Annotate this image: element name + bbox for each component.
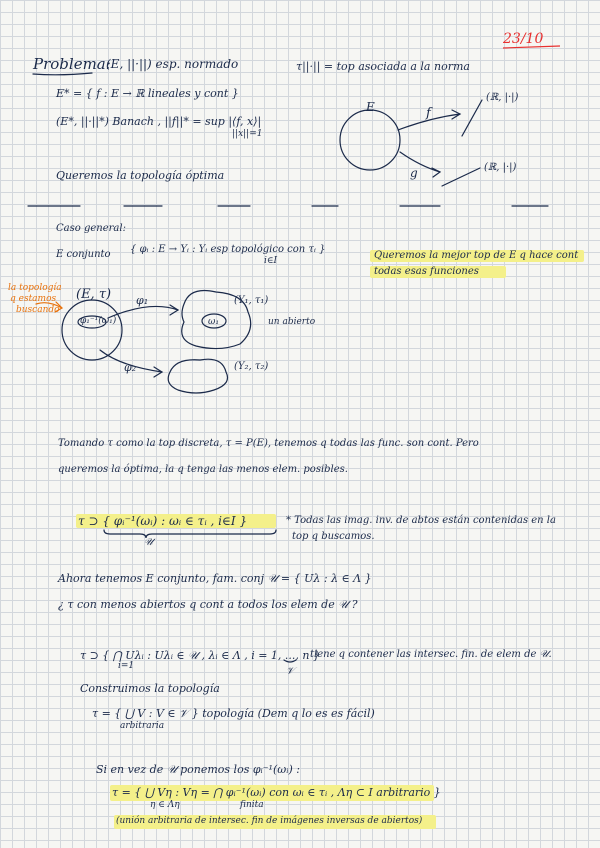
U-brace xyxy=(104,530,276,538)
preimage-label: φ₁⁻¹(ω₁) xyxy=(80,316,117,326)
intersection-subscript: i=1 xyxy=(118,661,135,671)
orange-arrow xyxy=(36,302,62,312)
intersections-formula: τ ⊃ { ⋂ Uλᵢ : Uλᵢ ∈ 𝒰 , λᵢ ∈ Λ , i = 1, ..., n } xyxy=(80,649,320,662)
optimal-topology-text: Queremos la topología óptima xyxy=(56,169,225,182)
sup-subscript: ||x||=1 xyxy=(232,129,263,139)
eta-subscript: η ∈ Λη xyxy=(150,800,180,810)
real-line-1-stroke xyxy=(462,100,482,136)
si-en-vez: Si en vez de 𝒰 ponemos los φᵢ⁻¹(ωᵢ) : xyxy=(96,763,300,776)
problem-underline xyxy=(33,73,92,75)
Y2-label: (Y₂, τ₂) xyxy=(234,361,269,372)
orange-note-line-1: la topología xyxy=(8,283,62,293)
Y2-blob xyxy=(168,359,227,393)
normed-space: (E, ||·||) esp. normado xyxy=(106,57,239,71)
phi2-label: φ₂ xyxy=(124,361,137,374)
union-note: (unión arbitraria de intersec. fin de imágenes inversas de abiertos) xyxy=(116,816,423,826)
g-map-label: g xyxy=(410,166,418,180)
construimos-topologia: Construimos la topología xyxy=(80,682,220,695)
date: 23/10 xyxy=(503,31,544,47)
best-topology-text-2: todas esas funciones xyxy=(374,266,479,277)
tau-union-formula: τ = { ⋃ V : V ∈ 𝒱 } topología (Dem q lo es es fácil) xyxy=(92,707,375,720)
omega1-blob xyxy=(202,314,226,328)
discrete-topology-line-1: Tomando τ como la top discreta, τ = P(E), tenemos q todas las func. son cont. Pero xyxy=(58,438,479,449)
star-note-1: * Todas las imag. inv. de abtos están contenidas en la xyxy=(286,515,556,526)
orange-note-line-3: buscando xyxy=(16,305,60,315)
arbitraria-subscript: arbitraria xyxy=(120,721,165,731)
real-line-1: (ℝ, |·|) xyxy=(486,92,519,103)
general-case-heading: Caso general: xyxy=(56,223,126,234)
E-tau-circle xyxy=(62,300,122,360)
ahora-tenemos: Ahora tenemos E conjunto, fam. conj 𝒰 = { Uλ : λ ∈ Λ } xyxy=(58,572,372,585)
omega1-label: ω₁ xyxy=(208,317,219,327)
Y1-label: (Y₁, τ₁) xyxy=(234,295,269,306)
real-line-2-stroke xyxy=(442,168,480,186)
finita-subscript: finita xyxy=(240,800,264,810)
U-label: 𝒰 xyxy=(144,537,153,548)
tau-final-formula: τ = { ⋃ Vη : Vη = ⋂ φᵢ⁻¹(ωᵢ) con ωᵢ ∈ τᵢ , Λη ⊂ I arbitrario } xyxy=(112,786,441,799)
orange-note-line-2: q estamos xyxy=(10,294,57,304)
dual-banach-norm: (E*, ||·||*) Banach , ||f||* = sup |⟨f, x⟩| xyxy=(56,115,262,128)
tiene-contener: tiene q contener las intersec. fin. de elem de 𝒰. xyxy=(310,649,552,660)
discrete-topology-line-2: queremos la óptima, la q tenga las menos elem. posibles. xyxy=(58,464,348,475)
E-tau-label: (E, τ) xyxy=(76,287,112,302)
tau-supset-preimages: τ ⊃ { φᵢ⁻¹(ωᵢ) : ωᵢ ∈ τᵢ , i∈I } xyxy=(78,514,248,528)
date-underline xyxy=(503,46,560,48)
f-arrow xyxy=(398,114,460,130)
real-line-2: (ℝ, |·|) xyxy=(484,162,517,173)
dual-space-definition: E* = { f : E → ℝ lineales y cont } xyxy=(56,87,239,100)
preimage-blob xyxy=(78,316,106,328)
question-line: ¿ τ con menos abiertos q cont a todos los elem de 𝒰 ? xyxy=(58,598,358,611)
tau-norm-definition: τ||·|| = top asociada a la norma xyxy=(296,60,470,73)
phi1-label: φ₁ xyxy=(136,294,149,307)
V-brace xyxy=(284,660,296,662)
space-E-label: E xyxy=(366,100,375,114)
function-family: { φᵢ : E → Yᵢ : Yᵢ esp topológico con τᵢ } xyxy=(130,244,326,255)
E-conjunto: E conjunto xyxy=(56,249,111,260)
Y1-blob xyxy=(182,291,251,349)
star-note-2: top q buscamos. xyxy=(292,531,375,542)
f-map-label: f xyxy=(426,106,431,121)
V-label: 𝒱 xyxy=(286,666,295,677)
un-abierto-label: un abierto xyxy=(268,317,316,327)
phi2-arrow xyxy=(100,350,162,372)
space-E-circle xyxy=(340,110,400,170)
problem-title: Problema: xyxy=(33,55,111,73)
family-subscript: i∈I xyxy=(264,256,278,266)
best-topology-text: Queremos la mejor top de E q hace cont xyxy=(374,250,579,261)
